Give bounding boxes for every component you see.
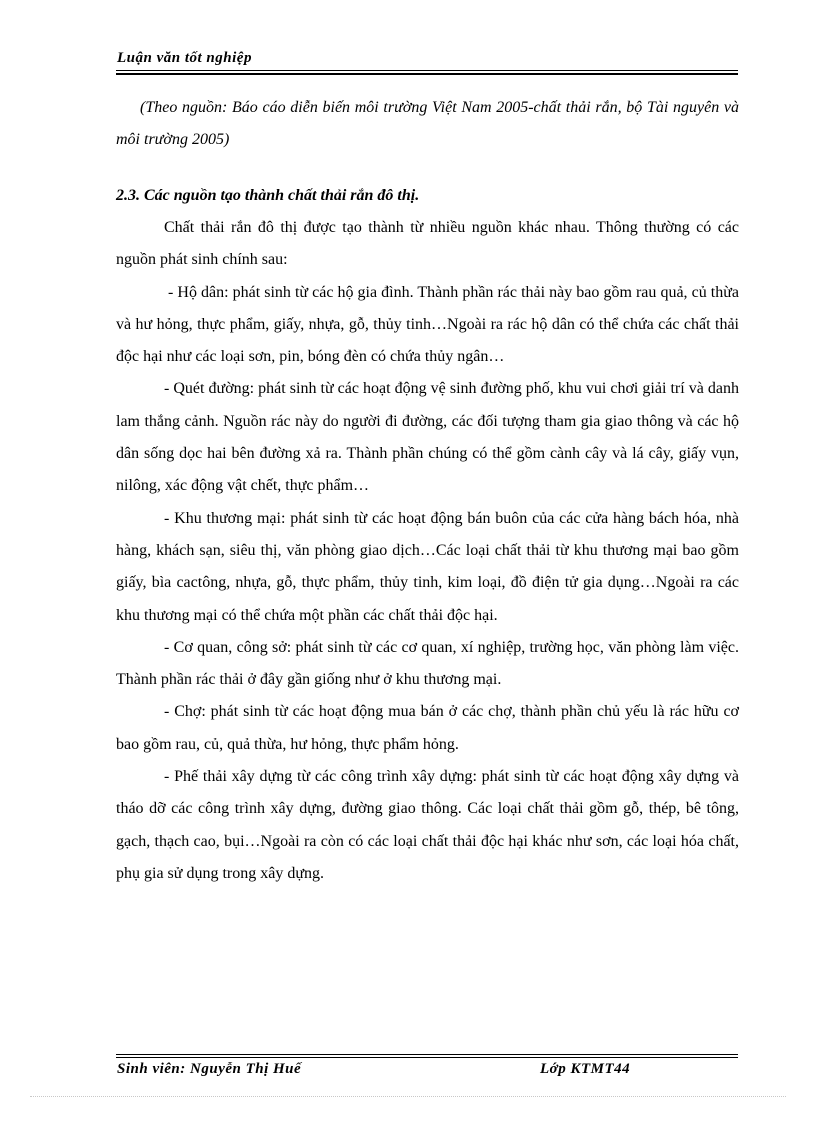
running-header-title: Luận văn tốt nghiệp bbox=[117, 50, 252, 66]
source-note: (Theo nguồn: Báo cáo diễn biến môi trường Việt Nam 2005-chất thải rắn, bộ Tài nguyên và môi trường 2005) bbox=[116, 99, 739, 148]
paragraph-markets: - Chợ: phát sinh từ các hoạt động mua bán ở các chợ, thành phần chủ yếu là rác hữu cơ bao gồm rau, củ, quả thừa, hư hỏng, thực phẩm hỏng. bbox=[116, 703, 739, 753]
paragraph-households: - Hộ dân: phát sinh từ các hộ gia đình. Thành phần rác thải này bao gồm rau quả, củ thừa và hư hỏng, thực phẩm, giấy, nhựa, gỗ, thủy tinh…Ngoài ra rác hộ dân có thể chứa các chất thải độc hại như các loại sơn, pin, bóng đèn có chứa thủy ngân… bbox=[116, 283, 739, 366]
header-rule-top bbox=[116, 70, 738, 71]
paragraph-commercial: - Khu thương mại: phát sinh từ các hoạt động bán buôn của các cửa hàng bách hóa, nhà hàng, khách sạn, siêu thị, văn phòng giao dịch…Các loại chất thải từ khu thương mại bao gồm giấy, bìa cactông, nhựa, gỗ, thực phẩm, thủy tinh, kim loại, đồ điện tử gia dụng…Ngoài ra các khu thương mại có thể chứa một phần các chất thải độc hại. bbox=[116, 509, 739, 624]
footer-rule-bottom bbox=[116, 1057, 738, 1058]
paragraph-intro: Chất thải rắn đô thị được tạo thành từ nhiều nguồn khác nhau. Thông thường có các nguồn phát sinh chính sau: bbox=[116, 219, 739, 269]
page-edge-dotted-line bbox=[30, 1096, 786, 1097]
paragraph-construction: - Phế thải xây dựng từ các công trình xây dựng: phát sinh từ các hoạt động xây dựng và tháo dỡ các công trình xây dựng, đường giao thông. Các loại chất thải gồm gỗ, thép, bê tông, gạch, thạch cao, bụi…Ngoài ra còn có các loại chất thải độc hại khác như sơn, các loại hóa chất, phụ gia sử dụng trong xây dựng. bbox=[116, 768, 739, 882]
footer-class: Lớp KTMT44 bbox=[540, 1061, 631, 1077]
paragraph-street-sweeping: - Quét đường: phát sinh từ các hoạt động vệ sinh đường phố, khu vui chơi giải trí và danh lam thắng cảnh. Nguồn rác này do người đi đường, các đối tượng tham gia giao thông và các hộ dân sống dọc hai bên đường xả ra. Thành phần chúng có thể gồm cành cây và lá cây, giấy vụn, nilông, xác động vật chết, thực phẩm… bbox=[116, 380, 739, 495]
document-body bbox=[116, 92, 739, 890]
paragraph-offices: - Cơ quan, công sở: phát sinh từ các cơ quan, xí nghiệp, trường học, văn phòng làm việc. Thành phần rác thải ở đây gần giống như ở khu thương mại. bbox=[116, 638, 739, 689]
header-rule-bottom bbox=[116, 73, 738, 75]
footer-student-name: Sinh viên: Nguyễn Thị Huế bbox=[117, 1061, 302, 1077]
footer-rule-top bbox=[116, 1054, 738, 1055]
section-heading: 2.3. Các nguồn tạo thành chất thải rắn đô thị. bbox=[116, 187, 420, 204]
